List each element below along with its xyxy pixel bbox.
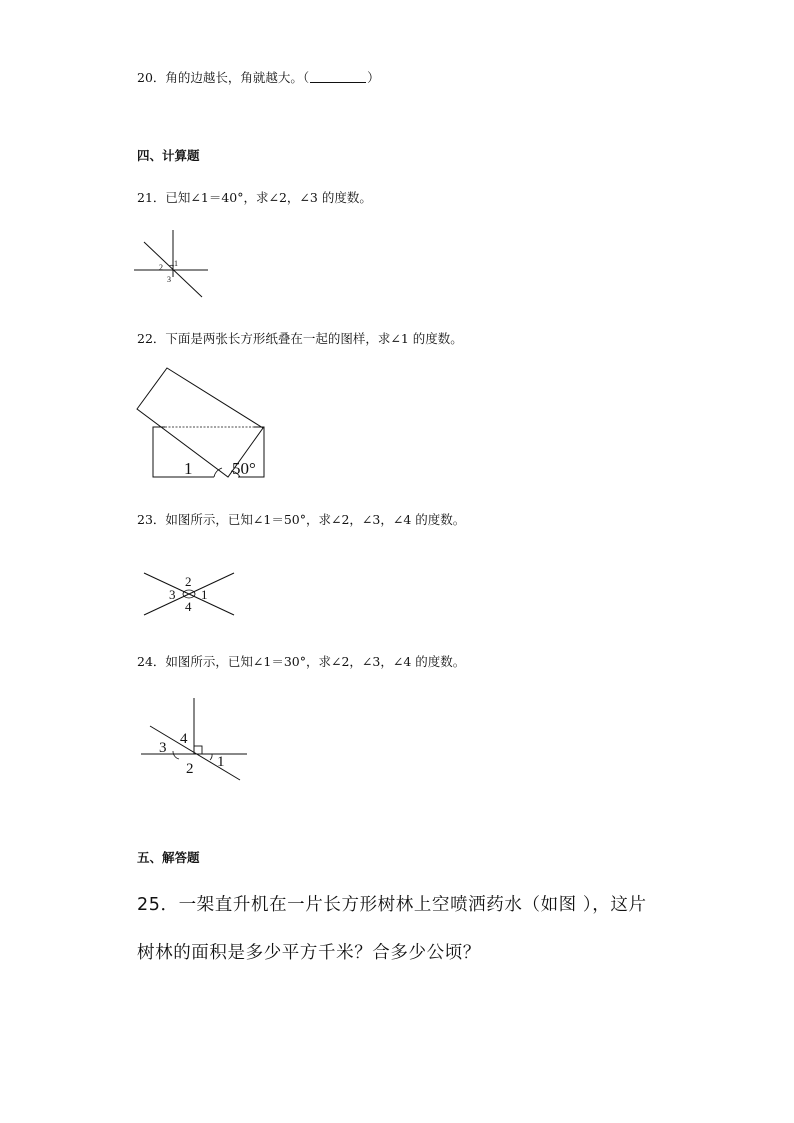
figure-q22 (130, 365, 290, 485)
figure-q21 (128, 225, 218, 300)
angle-label-1: 1 (217, 754, 225, 770)
figure-q24 (135, 693, 255, 785)
question-25-line-1: 25．一架直升机在一片长方形树林上空喷洒药水（如图 ），这片 (137, 895, 647, 915)
section-heading-word-problems: 五、解答题 (137, 850, 200, 865)
question-21-text: 21．已知∠1＝40°，求∠2，∠3 的度数。 (137, 190, 372, 205)
angle-arc-2 (173, 751, 179, 759)
answer-blank[interactable] (310, 71, 366, 83)
angle-label-3: 3 (167, 275, 171, 284)
question-22-text: 22．下面是两张长方形纸叠在一起的图样，求∠1 的度数。 (137, 331, 463, 346)
angle-label-3: 3 (159, 740, 167, 756)
angle-label-1: 1 (201, 587, 208, 602)
angle-label-2: 2 (185, 574, 192, 589)
question-20-text: 20．角的边越长，角就越大。（ (137, 70, 310, 85)
angle-label-1: 1 (174, 259, 178, 268)
angle-label-50: 50° (232, 459, 256, 478)
angle-label-1: 1 (184, 459, 193, 478)
question-20-close: ） (367, 70, 380, 85)
angle-label-3: 3 (169, 587, 176, 602)
angle-label-4: 4 (180, 731, 188, 747)
angle-label-4: 4 (185, 599, 192, 614)
angle-label-2: 2 (186, 761, 194, 777)
question-25-line-2: 树林的面积是多少平方千米？合多少公顷？ (137, 943, 481, 963)
angle-label-2: 2 (159, 263, 163, 272)
figure-q23 (138, 565, 243, 623)
question-23-text: 23．如图所示，已知∠1＝50°，求∠2，∠3，∠4 的度数。 (137, 512, 466, 527)
section-heading-calculation: 四、计算题 (137, 148, 200, 163)
angle-arc-1 (210, 754, 212, 760)
question-20 (137, 68, 380, 86)
question-24-text: 24．如图所示，已知∠1＝30°，求∠2，∠3，∠4 的度数。 (137, 654, 466, 669)
